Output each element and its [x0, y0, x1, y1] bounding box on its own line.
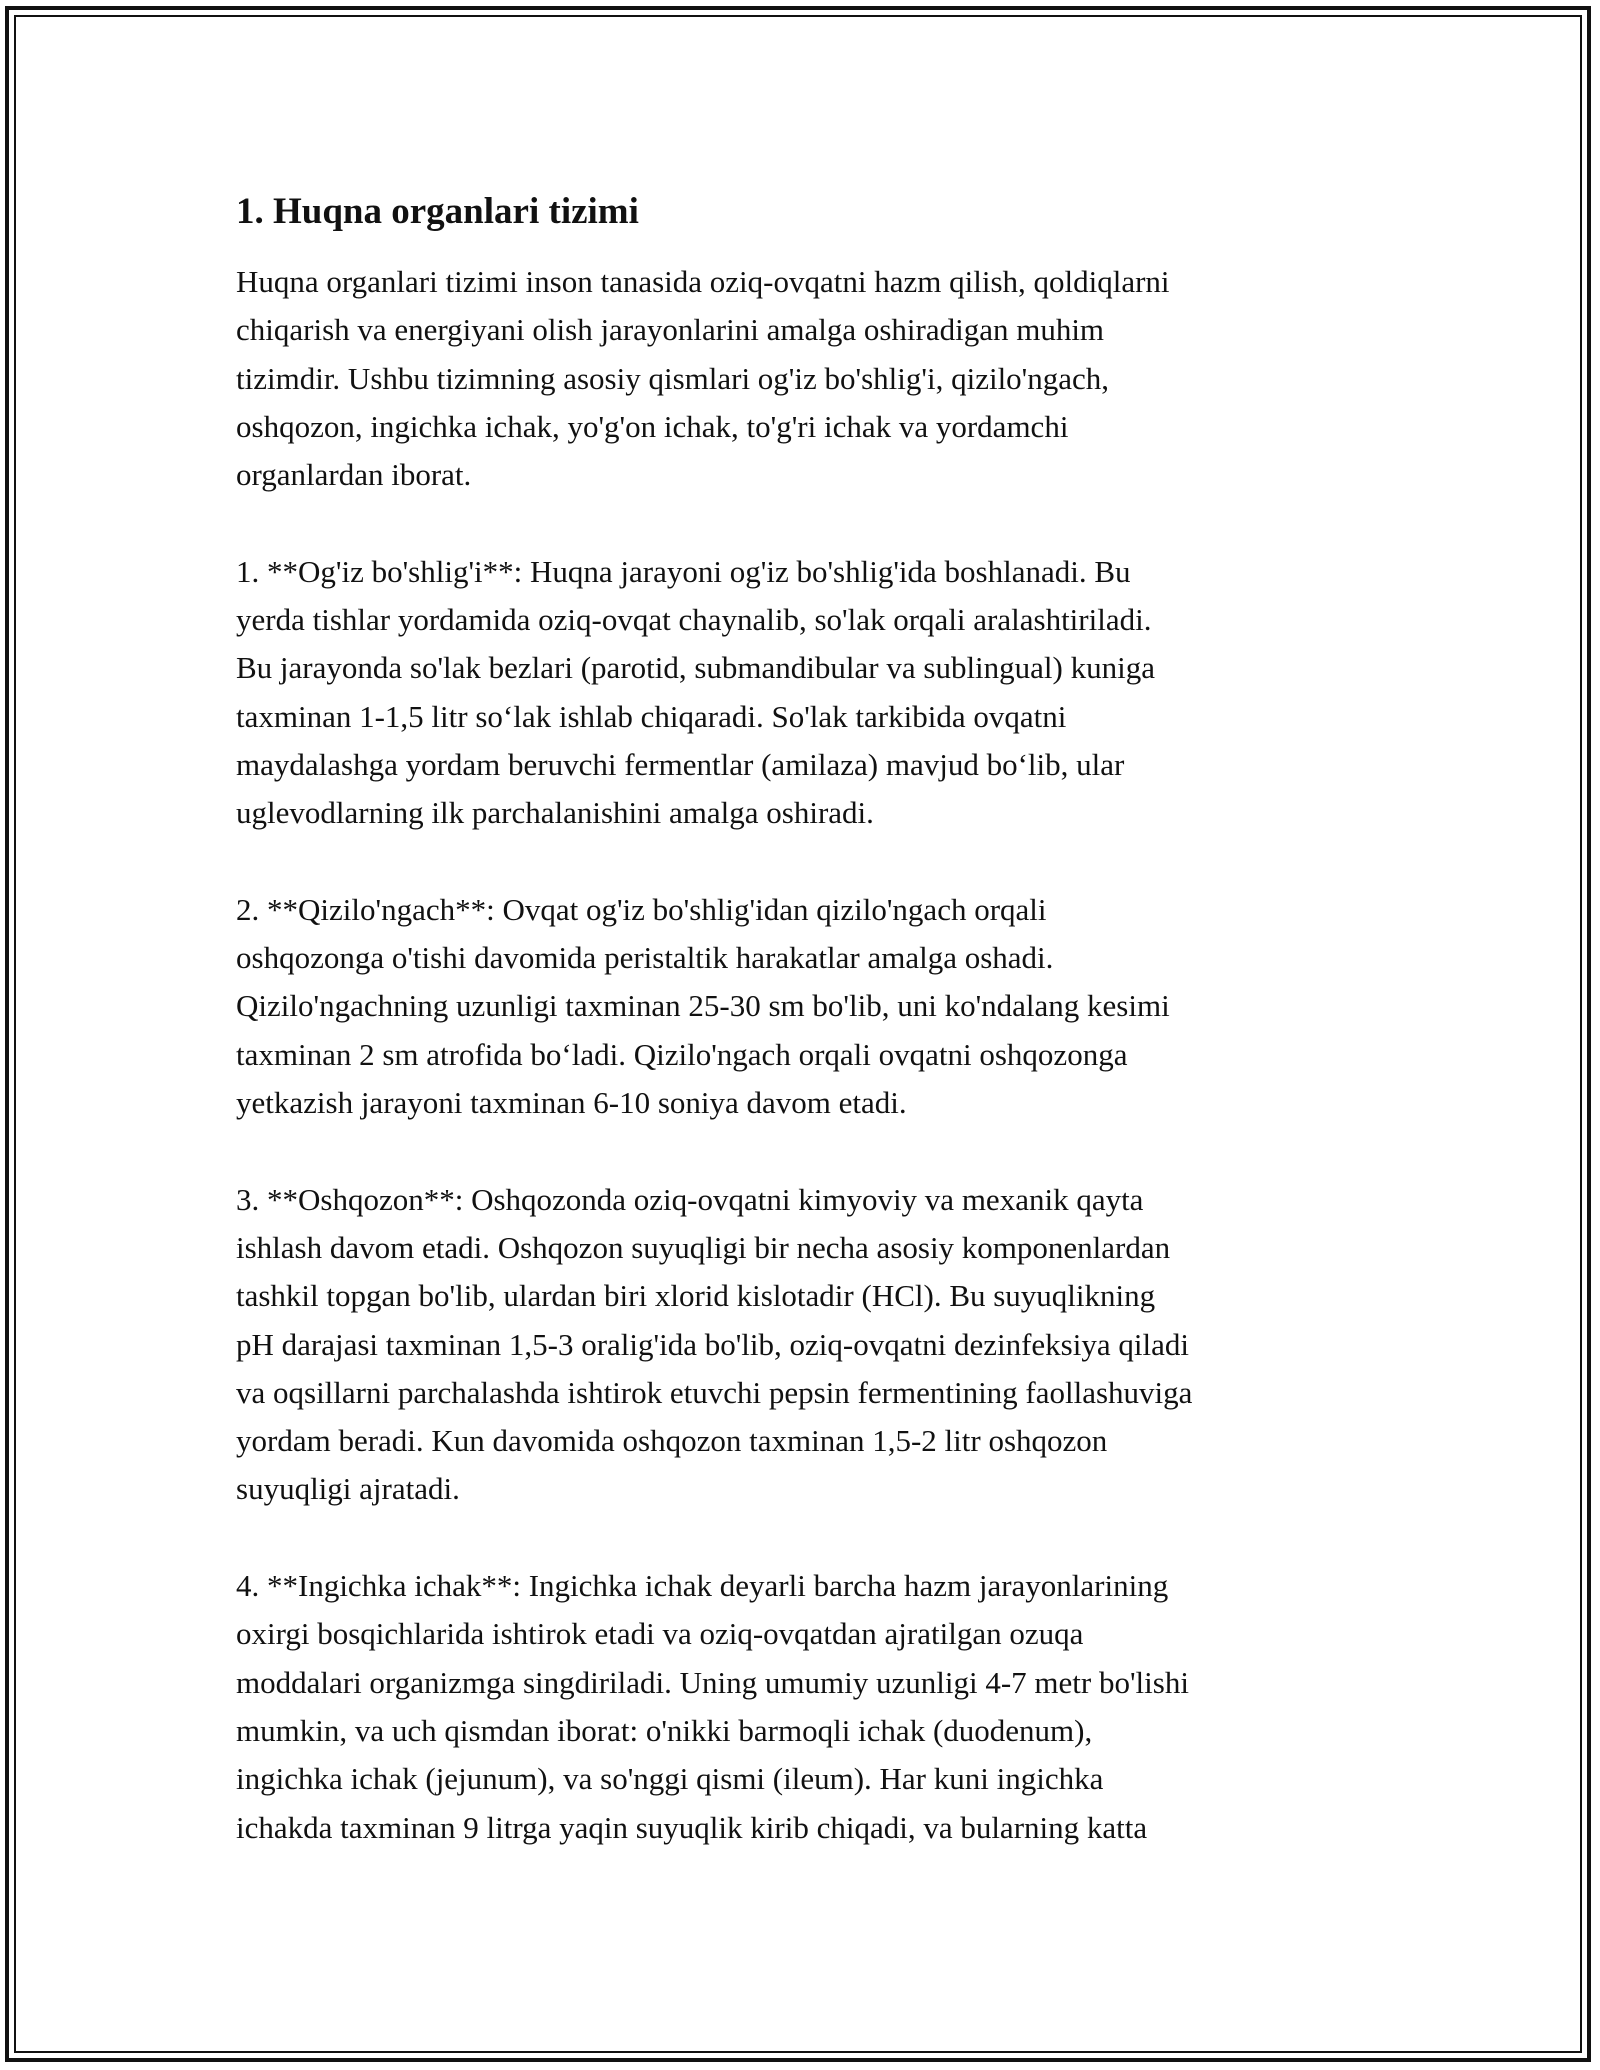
section-heading: 1. Huqna organlari tizimi	[236, 191, 639, 232]
paragraph-qizilongach: 2. **Qizilo'ngach**: Ovqat og'iz bo'shlig'idan qizilo'ngach orqali oshqozonga o'tishi davomida peristaltik harakatlar amalga oshadi. Qizilo'ngachning uzunligi taxminan 25-30 sm bo'lib, uni ko'ndalang kesimi taxminan 2 sm atrofida bo‘ladi. Qizilo'ngach orqali ovqatni oshqozonga yetkazish jarayoni taxminan 6-10 soniya davom etadi.	[236, 891, 1170, 1121]
paragraph-ogiz-boshligi: 1. **Og'iz bo'shlig'i**: Huqna jarayoni og'iz bo'shlig'ida boshlanadi. Bu yerda tishlar yordamida oziq-ovqat chaynalib, so'lak orqali aralashtiriladi. Bu jarayonda so'lak bezlari (parotid, submandibular va sublingual) kuniga taxminan 1-1,5 litr so‘lak ishlab chiqaradi. So'lak tarkibida ovqatni maydalashga yordam beruvchi fermentlar (amilaza) mavjud bo‘lib, ular uglevodlarning ilk parchalanishini amalga oshiradi.	[236, 553, 1155, 831]
document-body	[236, 188, 1376, 1900]
paragraph-oshqozon: 3. **Oshqozon**: Oshqozonda oziq-ovqatni kimyoviy va mexanik qayta ishlash davom etadi. Oshqozon suyuqligi bir necha asosiy komponenlardan tashkil topgan bo'lib, ulardan biri xlorid kislotadir (HCl). Bu suyuqlikning pH darajasi taxminan 1,5-3 oralig'ida bo'lib, oziq-ovqatni dezinfeksiya qiladi va oqsillarni parchalashda ishtirok etuvchi pepsin fermentining faollashuviga yordam beradi. Kun davomida oshqozon taxminan 1,5-2 litr oshqozon suyuqligi ajratadi.	[236, 1181, 1193, 1507]
paragraph-ingichka-ichak: 4. **Ingichka ichak**: Ingichka ichak deyarli barcha hazm jarayonlarining oxirgi bosqichlarida ishtirok etadi va oziq-ovqatdan ajratilgan ozuqa moddalari organizmga singdiriladi. Uning umumiy uzunligi 4-7 metr bo'lishi mumkin, va uch qismdan iborat: o'nikki barmoqli ichak (duodenum), ingichka ichak (jejunum), va so'nggi qismi (ileum). Har kuni ingichka ichakda taxminan 9 litrga yaqin suyuqlik kirib chiqadi, va bularning katta	[236, 1568, 1189, 1845]
intro-paragraph: Huqna organlari tizimi inson tanasida oziq-ovqatni hazm qilish, qoldiqlarni chiqarish va energiyani olish jarayonlarini amalga oshiradigan muhim tizimdir. Ushbu tizimning asosiy qismlari og'iz bo'shlig'i, qizilo'ngach, oshqozon, ingichka ichak, yo'g'on ichak, to'g'ri ichak va yordamchi organlardan iborat.	[236, 264, 1170, 493]
